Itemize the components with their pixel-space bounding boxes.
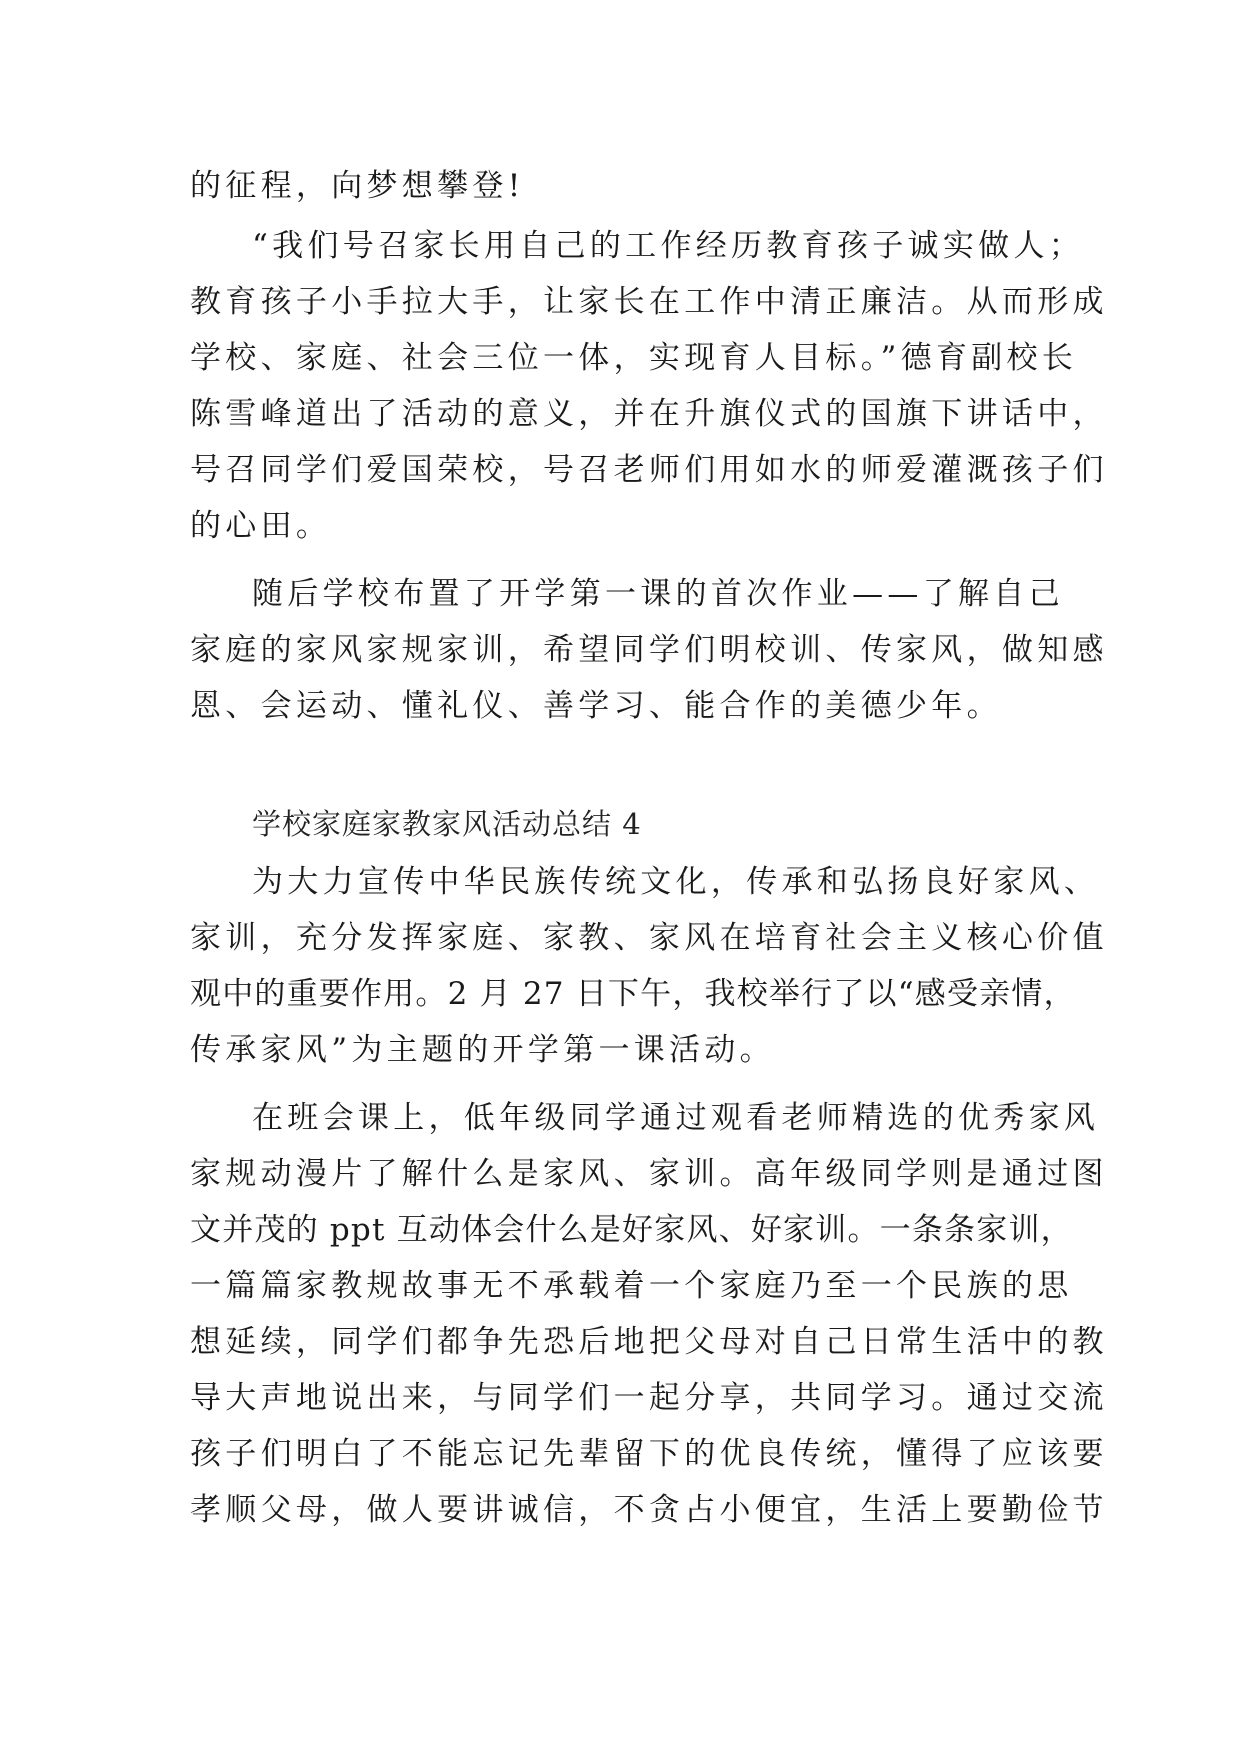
paragraph-line: 教育孩子小手拉大手，让家长在工作中清正廉洁。从而形成 (190, 284, 1108, 320)
paragraph-line: 文并茂的 ppt 互动体会什么是好家风、好家训。一条条家训， (190, 1212, 1073, 1248)
paragraph-line: 为大力宣传中华民族传统文化，传承和弘扬良好家风、 (252, 864, 1100, 900)
paragraph-line: 家训，充分发挥家庭、家教、家风在培育社会主义核心价值 (190, 920, 1108, 956)
paragraph-line: 想延续，同学们都争先恐后地把父母对自己日常生活中的教 (190, 1324, 1108, 1360)
paragraph-line: 陈雪峰道出了活动的意义，并在升旗仪式的国旗下讲话中， (190, 396, 1108, 432)
paragraph-line: 传承家风”为主题的开学第一课活动。 (190, 1032, 775, 1068)
section-title: 学校家庭家教家风活动总结 4 (252, 807, 642, 841)
paragraph-line: “我们号召家长用自己的工作经历教育孩子诚实做人； (252, 228, 1085, 264)
paragraph-line: 家庭的家风家规家训，希望同学们明校训、传家风，做知感 (190, 632, 1108, 668)
paragraph-line: 学校、家庭、社会三位一体，实现育人目标。”德育副校长 (190, 340, 1078, 376)
paragraph-line: 恩、会运动、懂礼仪、善学习、能合作的美德少年。 (190, 688, 1002, 724)
paragraph-line: 孩子们明白了不能忘记先辈留下的优良传统，懂得了应该要 (190, 1436, 1108, 1472)
paragraph-line: 的心田。 (190, 508, 332, 544)
paragraph-line: 随后学校布置了开学第一课的首次作业——了解自己 (252, 576, 1064, 612)
paragraph-line: 导大声地说出来，与同学们一起分享，共同学习。通过交流 (190, 1380, 1108, 1416)
paragraph-line: 孝顺父母，做人要讲诚信，不贪占小便宜，生活上要勤俭节 (190, 1492, 1108, 1528)
paragraph-line: 号召同学们爱国荣校，号召老师们用如水的师爱灌溉孩子们 (190, 452, 1108, 488)
paragraph-line: 家规动漫片了解什么是家风、家训。高年级同学则是通过图 (190, 1156, 1108, 1192)
paragraph-line: 的征程，向梦想攀登! (190, 168, 525, 204)
paragraph-line: 在班会课上，低年级同学通过观看老师精选的优秀家风 (252, 1100, 1100, 1136)
paragraph-line: 一篇篇家教规故事无不承载着一个家庭乃至一个民族的思 (190, 1268, 1073, 1304)
paragraph-line: 观中的重要作用。2 月 27 日下午，我校举行了以“感受亲情， (190, 976, 1076, 1012)
